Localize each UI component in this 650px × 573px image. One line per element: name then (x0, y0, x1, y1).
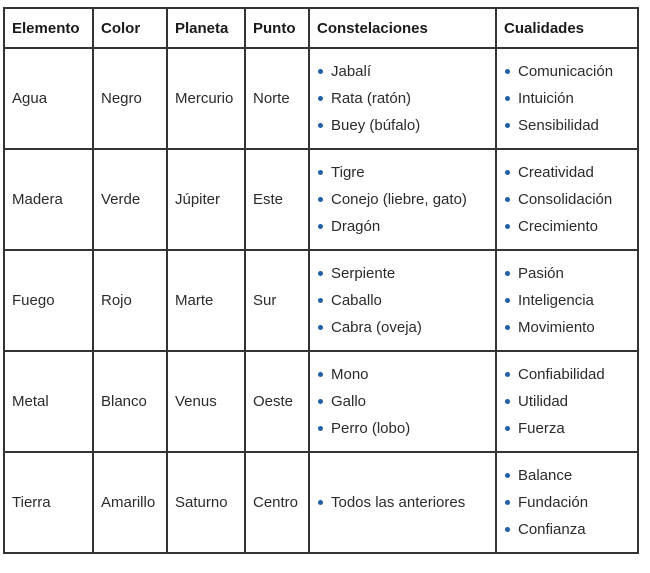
list-item (317, 213, 495, 240)
list-item-text: Movimiento (518, 319, 595, 336)
table-container (3, 7, 639, 554)
list-item-text: Buey (búfalo) (331, 117, 421, 134)
list-item-text: Pasión (518, 265, 564, 282)
cell-color: Amarillo (93, 452, 167, 553)
constelaciones-list (317, 260, 495, 341)
list-item (504, 287, 637, 314)
list-item-text: Utilidad (518, 393, 569, 410)
table-row (4, 48, 638, 149)
cell-constelaciones (309, 149, 496, 250)
list-item (504, 58, 637, 85)
cell-planeta: Marte (167, 250, 245, 351)
list-item (504, 489, 637, 516)
bullet-icon (318, 224, 323, 229)
list-item-text: Fuerza (518, 420, 565, 437)
list-item-text: Balance (518, 467, 573, 484)
list-item (317, 388, 495, 415)
header-punto: Punto (245, 8, 309, 48)
list-item-text: Comunicación (518, 63, 614, 80)
table-body (4, 48, 638, 553)
cell-cualidades (496, 351, 638, 452)
cell-elemento: Tierra (4, 452, 93, 553)
bullet-icon (318, 426, 323, 431)
bullet-icon (318, 170, 323, 175)
bullet-icon (505, 96, 510, 101)
list-item (317, 85, 495, 112)
list-item-text: Serpiente (331, 265, 396, 282)
list-item (504, 159, 637, 186)
list-item (504, 361, 637, 388)
bullet-icon (318, 372, 323, 377)
list-item (504, 112, 637, 139)
list-item (504, 260, 637, 287)
list-item-text: Confiabilidad (518, 366, 605, 383)
constelaciones-list (317, 159, 495, 240)
list-item (504, 388, 637, 415)
cell-planeta: Mercurio (167, 48, 245, 149)
bullet-icon (505, 325, 510, 330)
list-item-text: Consolidación (518, 191, 613, 208)
cualidades-list (504, 159, 637, 240)
cell-punto: Sur (245, 250, 309, 351)
list-item (317, 58, 495, 85)
cell-elemento: Metal (4, 351, 93, 452)
constelaciones-list (317, 58, 495, 139)
bullet-icon (505, 224, 510, 229)
cell-elemento: Madera (4, 149, 93, 250)
elements-table (3, 7, 639, 554)
list-item (317, 489, 495, 516)
bullet-icon (318, 399, 323, 404)
cell-constelaciones (309, 351, 496, 452)
list-item-text: Todos las anteriores (331, 494, 466, 511)
cell-punto: Norte (245, 48, 309, 149)
cell-color: Blanco (93, 351, 167, 452)
cell-constelaciones (309, 250, 496, 351)
list-item (317, 186, 495, 213)
cell-color: Verde (93, 149, 167, 250)
list-item (504, 186, 637, 213)
cualidades-list (504, 58, 637, 139)
list-item-text: Tigre (331, 164, 365, 181)
cell-punto: Centro (245, 452, 309, 553)
list-item (317, 287, 495, 314)
list-item (504, 213, 637, 240)
list-item-text: Intuición (518, 90, 574, 107)
cell-elemento: Fuego (4, 250, 93, 351)
list-item (504, 85, 637, 112)
cell-planeta: Saturno (167, 452, 245, 553)
table-row (4, 250, 638, 351)
list-item (504, 314, 637, 341)
cell-planeta: Venus (167, 351, 245, 452)
list-item-text: Perro (lobo) (331, 420, 411, 437)
bullet-icon (505, 527, 510, 532)
cell-punto: Oeste (245, 351, 309, 452)
header-elemento: Elemento (4, 8, 93, 48)
list-item (317, 260, 495, 287)
header-row (4, 8, 638, 48)
bullet-icon (505, 123, 510, 128)
list-item (504, 516, 637, 543)
cualidades-list (504, 361, 637, 442)
list-item-text: Fundación (518, 494, 589, 511)
bullet-icon (505, 473, 510, 478)
list-item-text: Crecimiento (518, 218, 599, 235)
list-item-text: Mono (331, 366, 369, 383)
list-item-text: Dragón (331, 218, 381, 235)
bullet-icon (318, 271, 323, 276)
cell-constelaciones (309, 452, 496, 553)
bullet-icon (505, 500, 510, 505)
bullet-icon (318, 325, 323, 330)
bullet-icon (505, 271, 510, 276)
list-item-text: Rata (ratón) (331, 90, 412, 107)
cell-cualidades (496, 250, 638, 351)
list-item-text: Gallo (331, 393, 367, 410)
list-item-text: Jabalí (331, 63, 372, 80)
cell-punto: Este (245, 149, 309, 250)
bullet-icon (505, 197, 510, 202)
cell-cualidades (496, 452, 638, 553)
list-item (317, 112, 495, 139)
table-row (4, 149, 638, 250)
list-item (317, 314, 495, 341)
bullet-icon (318, 96, 323, 101)
list-item-text: Confianza (518, 521, 586, 538)
table-row (4, 351, 638, 452)
list-item (317, 415, 495, 442)
header-color: Color (93, 8, 167, 48)
bullet-icon (505, 426, 510, 431)
bullet-icon (318, 123, 323, 128)
bullet-icon (318, 197, 323, 202)
cell-cualidades (496, 48, 638, 149)
cualidades-list (504, 462, 637, 543)
constelaciones-list (317, 361, 495, 442)
list-item (504, 415, 637, 442)
cualidades-list (504, 260, 637, 341)
list-item (317, 361, 495, 388)
bullet-icon (318, 298, 323, 303)
header-constelaciones: Constelaciones (309, 8, 496, 48)
header-cualidades: Cualidades (496, 8, 638, 48)
cell-cualidades (496, 149, 638, 250)
cell-color: Rojo (93, 250, 167, 351)
bullet-icon (318, 69, 323, 74)
list-item (317, 159, 495, 186)
bullet-icon (505, 372, 510, 377)
cell-constelaciones (309, 48, 496, 149)
list-item-text: Sensibilidad (518, 117, 599, 134)
bullet-icon (505, 69, 510, 74)
list-item-text: Inteligencia (518, 292, 594, 309)
list-item-text: Creatividad (518, 164, 594, 181)
list-item-text: Caballo (331, 292, 382, 309)
bullet-icon (318, 500, 323, 505)
list-item (504, 462, 637, 489)
list-item-text: Conejo (liebre, gato) (331, 191, 467, 208)
constelaciones-list (317, 489, 495, 516)
bullet-icon (505, 298, 510, 303)
bullet-icon (505, 399, 510, 404)
cell-elemento: Agua (4, 48, 93, 149)
bullet-icon (505, 170, 510, 175)
list-item-text: Cabra (oveja) (331, 319, 422, 336)
cell-planeta: Júpiter (167, 149, 245, 250)
table-row (4, 452, 638, 553)
cell-color: Negro (93, 48, 167, 149)
header-planeta: Planeta (167, 8, 245, 48)
